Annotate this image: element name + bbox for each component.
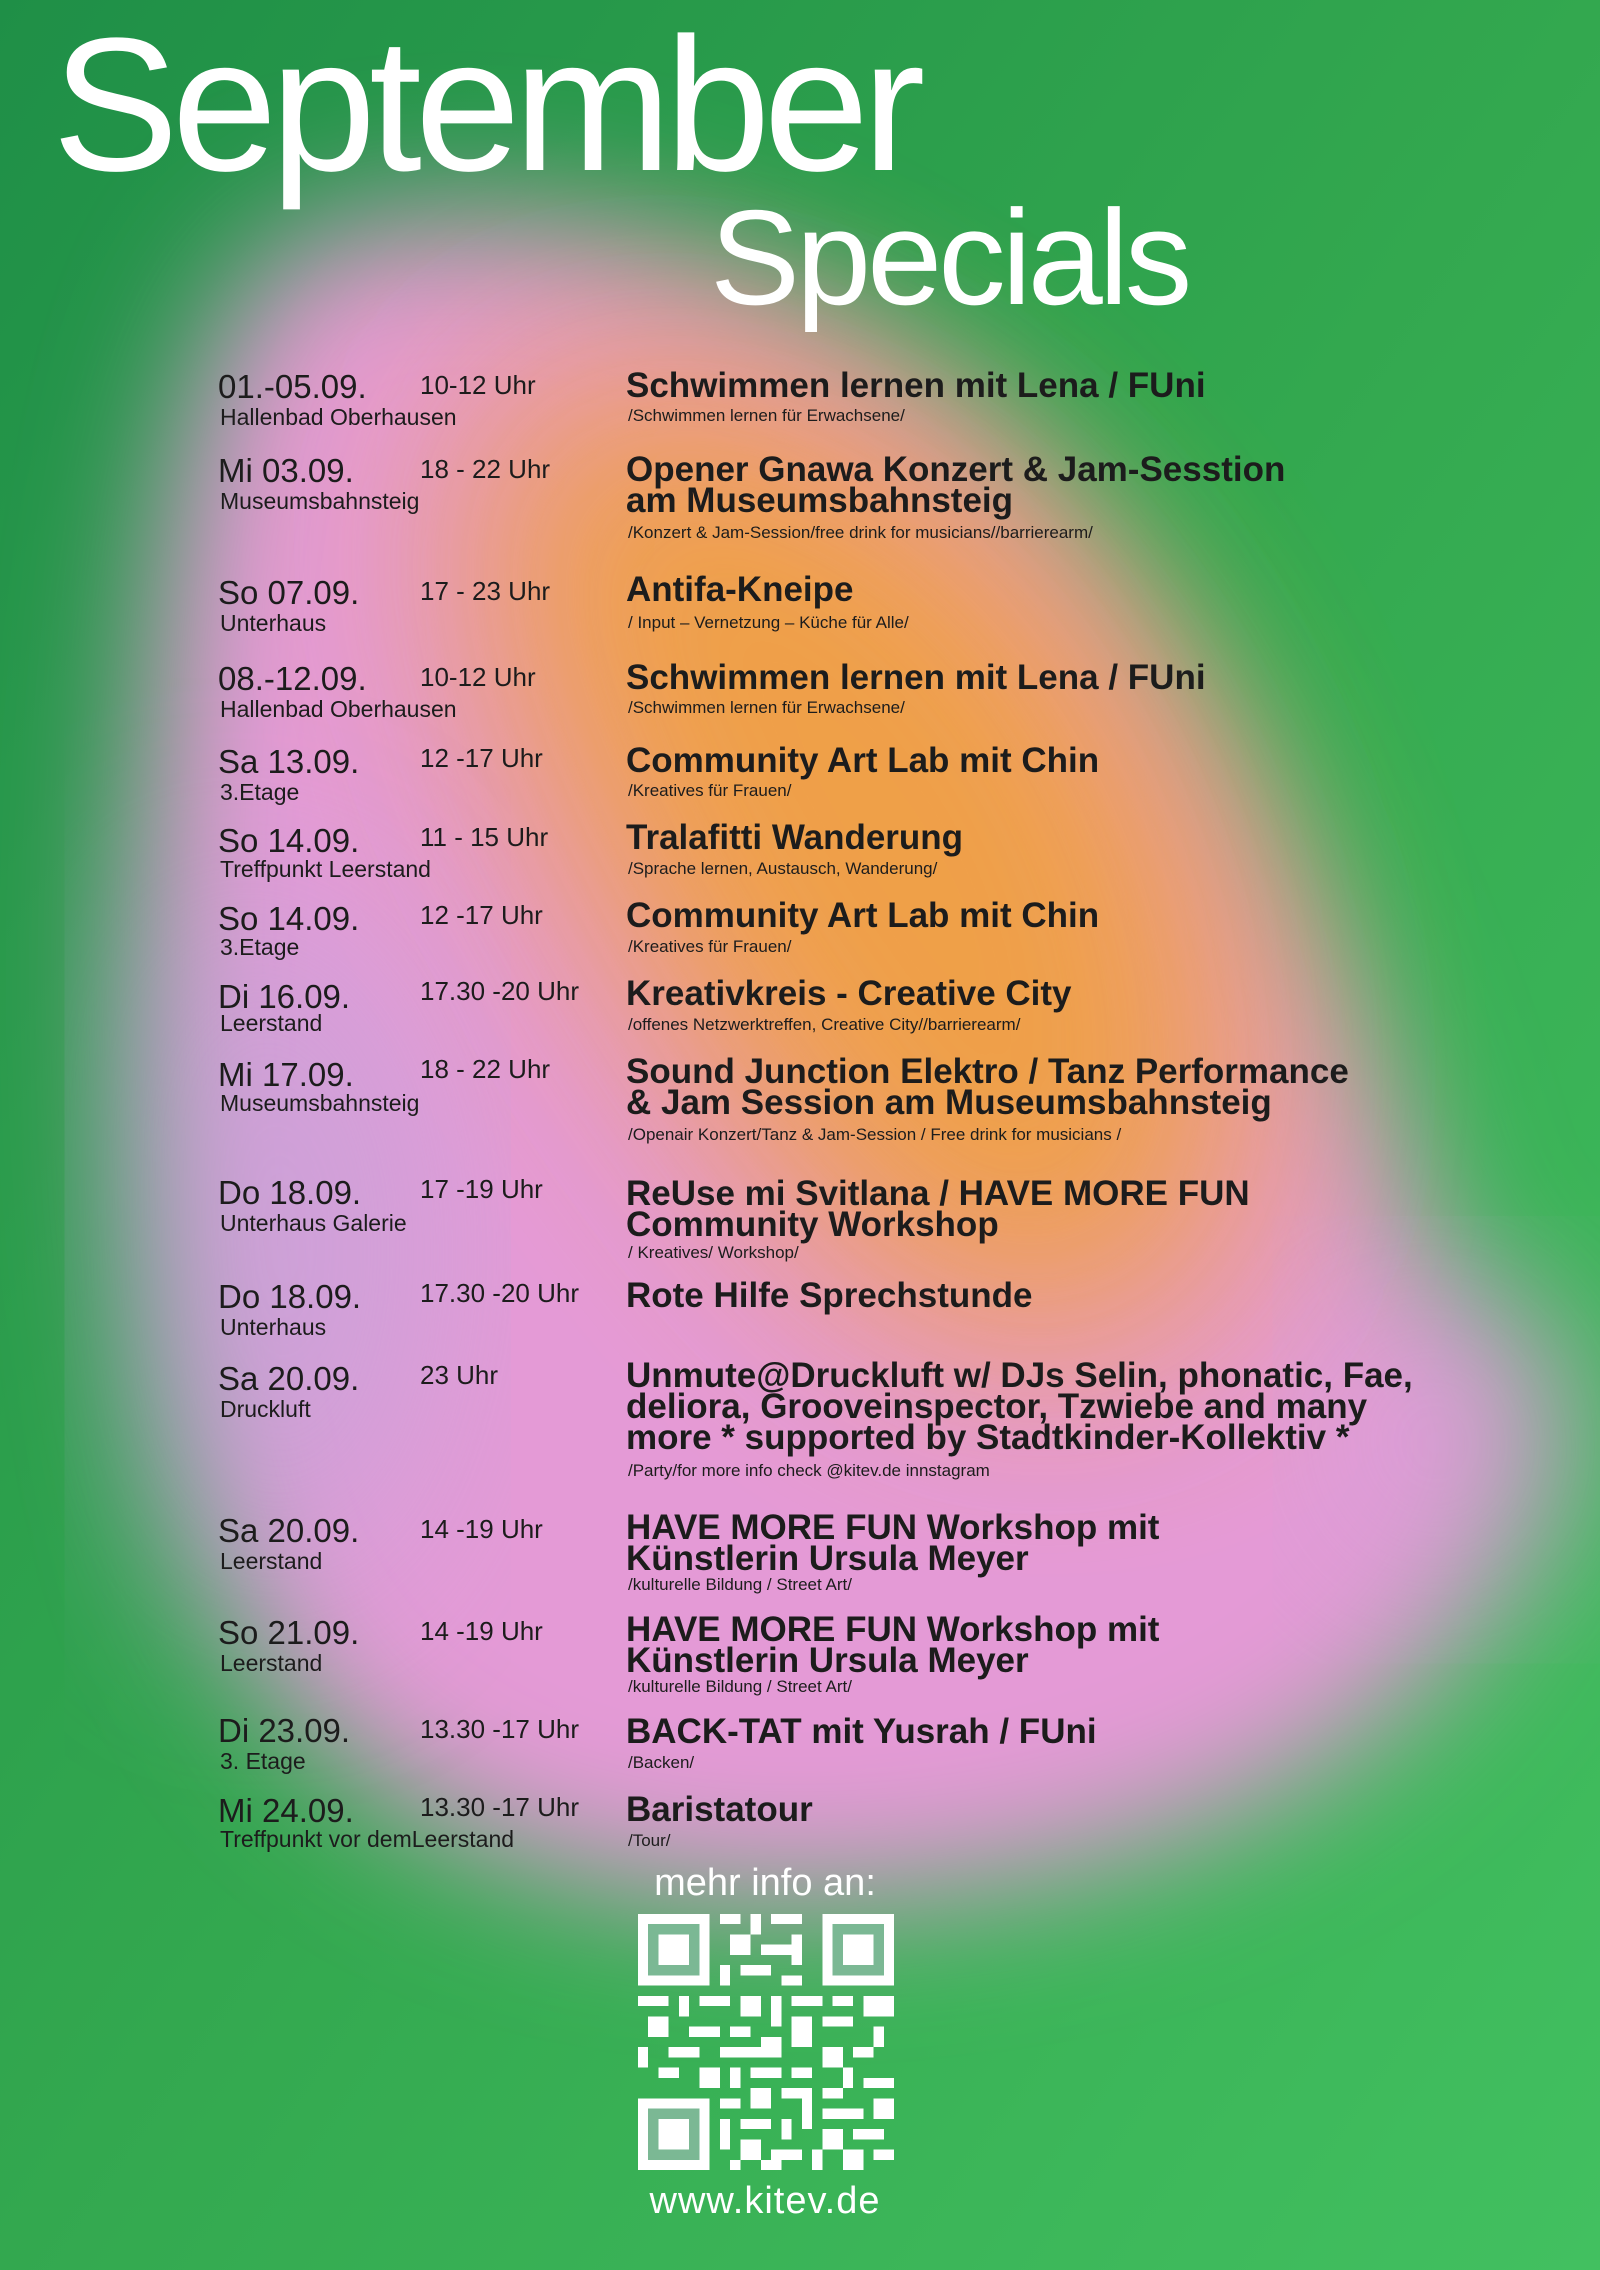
event-title-line: ReUse mi Svitlana / HAVE MORE FUN: [626, 1174, 1250, 1213]
event-title: [626, 1508, 1160, 1578]
event-time: 23 Uhr: [420, 1360, 499, 1390]
event-title-line: Sound Junction Elektro / Tanz Performance: [626, 1052, 1349, 1091]
event-title-line: Baristatour: [626, 1790, 813, 1829]
event-subtitle: /Party/for more info check @kitev.de innstagram: [628, 1461, 990, 1480]
event-title: [626, 1610, 1160, 1680]
event-title-line: HAVE MORE FUN Workshop mit: [626, 1508, 1160, 1547]
event-time: 17 -19 Uhr: [420, 1174, 543, 1204]
event-subtitle: /Kreatives für Frauen/: [628, 781, 792, 800]
event-time: 12 -17 Uhr: [420, 900, 543, 930]
event-date: So 21.09.: [218, 1614, 360, 1651]
event-date: Di 16.09.: [218, 978, 351, 1015]
event-date: 08.-12.09.: [218, 660, 367, 697]
event-title: [626, 658, 1206, 697]
event-title: [626, 1790, 813, 1829]
event-title-line: Antifa-Kneipe: [626, 570, 854, 609]
event-title-line: deliora, Grooveinspector, Tzwiebe and many: [626, 1387, 1368, 1426]
event-title: [626, 1276, 1033, 1315]
event-title-line: Künstlerin Ursula Meyer: [626, 1539, 1029, 1578]
event-time: 13.30 -17 Uhr: [420, 1792, 579, 1822]
event-subtitle: /kulturelle Bildung / Street Art/: [628, 1575, 852, 1594]
event-title: [626, 974, 1072, 1013]
event-title-line: Rote Hilfe Sprechstunde: [626, 1276, 1033, 1315]
event-location: Unterhaus Galerie: [220, 1210, 407, 1236]
event-title-line: more * supported by Stadtkinder-Kollektiv *: [626, 1418, 1350, 1457]
poster-title-line1: September: [52, 0, 919, 211]
event-date: Mi 03.09.: [218, 452, 354, 489]
event-title: [626, 896, 1100, 935]
event-location: Leerstand: [220, 1650, 323, 1676]
event-title: [626, 1174, 1250, 1244]
event-location: Leerstand: [220, 1010, 323, 1036]
event-title: [626, 818, 964, 857]
event-subtitle: /offenes Netzwerktreffen, Creative City//barrierearm/: [628, 1015, 1021, 1034]
event-time: 14 -19 Uhr: [420, 1616, 543, 1646]
event-time: 10-12 Uhr: [420, 370, 536, 400]
event-title-line: Community Art Lab mit Chin: [626, 741, 1100, 780]
event-title-line: am Museumsbahnsteig: [626, 481, 1014, 520]
event-title-line: Schwimmen lernen mit Lena / FUni: [626, 366, 1206, 405]
event-subtitle: /Backen/: [628, 1753, 695, 1772]
event-title-line: Opener Gnawa Konzert & Jam-Sesstion: [626, 450, 1286, 489]
event-title-line: HAVE MORE FUN Workshop mit: [626, 1610, 1160, 1649]
event-title: [626, 450, 1286, 520]
event-location: Druckluft: [220, 1396, 311, 1422]
qr-code-icon[interactable]: [638, 1914, 894, 2170]
event-time: 17.30 -20 Uhr: [420, 1278, 579, 1308]
event-time: 11 - 15 Uhr: [420, 822, 549, 852]
event-subtitle: / Kreatives/ Workshop/: [628, 1243, 799, 1262]
event-location: Treffpunkt Leerstand: [220, 856, 431, 882]
poster-title-line2: Specials: [710, 182, 1189, 333]
event-title-line: Unmute@Druckluft w/ DJs Selin, phonatic, Fae,: [626, 1356, 1413, 1395]
event-title-line: Community Art Lab mit Chin: [626, 896, 1100, 935]
event-title: [626, 1052, 1349, 1122]
event-subtitle: /Schwimmen lernen für Erwachsene/: [628, 698, 905, 717]
event-date: Di 23.09.: [218, 1712, 351, 1749]
event-date: Sa 20.09.: [218, 1360, 360, 1397]
event-date: Mi 17.09.: [218, 1056, 354, 1093]
event-date: Mi 24.09.: [218, 1792, 354, 1829]
event-time: 12 -17 Uhr: [420, 743, 543, 773]
event-location: Unterhaus: [220, 610, 327, 636]
event-title-line: Schwimmen lernen mit Lena / FUni: [626, 658, 1206, 697]
event-subtitle: /Openair Konzert/Tanz & Jam-Session / Free drink for musicians /: [628, 1125, 1122, 1144]
event-subtitle: /Sprache lernen, Austausch, Wanderung/: [628, 859, 938, 878]
event-subtitle: /Konzert & Jam-Session/free drink for musicians//barrierearm/: [628, 523, 1093, 542]
event-title: [626, 1712, 1097, 1751]
event-location: Hallenbad Oberhausen: [220, 404, 457, 430]
event-location: Museumsbahnsteig: [220, 1090, 420, 1116]
event-location: 3.Etage: [220, 934, 300, 960]
event-title-line: Community Workshop: [626, 1205, 999, 1244]
event-location: Treffpunkt vor demLeerstand: [220, 1826, 515, 1852]
event-subtitle: /Kreatives für Frauen/: [628, 937, 792, 956]
event-location: 3.Etage: [220, 779, 300, 805]
event-date: 01.-05.09.: [218, 368, 367, 405]
event-location: Museumsbahnsteig: [220, 488, 420, 514]
event-title: [626, 366, 1206, 405]
event-time: 17.30 -20 Uhr: [420, 976, 579, 1006]
more-info-label: mehr info an:: [654, 1862, 876, 1904]
event-title-line: Tralafitti Wanderung: [626, 818, 964, 857]
event-location: Hallenbad Oberhausen: [220, 696, 457, 722]
event-date: So 14.09.: [218, 900, 360, 937]
event-title-line: Künstlerin Ursula Meyer: [626, 1641, 1029, 1680]
event-date: So 14.09.: [218, 822, 360, 859]
event-title-line: & Jam Session am Museumsbahnsteig: [626, 1083, 1272, 1122]
event-subtitle: /Schwimmen lernen für Erwachsene/: [628, 406, 905, 425]
event-time: 13.30 -17 Uhr: [420, 1714, 579, 1744]
event-location: Leerstand: [220, 1548, 323, 1574]
event-time: 17 - 23 Uhr: [420, 576, 551, 606]
event-subtitle: /Tour/: [628, 1831, 671, 1850]
event-subtitle: /kulturelle Bildung / Street Art/: [628, 1677, 852, 1696]
event-title-line: Kreativkreis - Creative City: [626, 974, 1072, 1013]
event-subtitle: / Input – Vernetzung – Küche für Alle/: [628, 613, 909, 632]
event-title: [626, 1356, 1413, 1457]
website-url[interactable]: www.kitev.de: [649, 2180, 881, 2222]
event-title: [626, 570, 854, 609]
event-date: So 07.09.: [218, 574, 360, 611]
event-date: Do 18.09.: [218, 1174, 362, 1211]
event-time: 14 -19 Uhr: [420, 1514, 543, 1544]
event-date: Sa 20.09.: [218, 1512, 360, 1549]
event-time: 18 - 22 Uhr: [420, 1054, 551, 1084]
event-time: 18 - 22 Uhr: [420, 454, 551, 484]
event-location: 3. Etage: [220, 1748, 306, 1774]
event-date: Do 18.09.: [218, 1278, 362, 1315]
event-date: Sa 13.09.: [218, 743, 360, 780]
event-title: [626, 741, 1100, 780]
event-title-line: BACK-TAT mit Yusrah / FUni: [626, 1712, 1097, 1751]
event-location: Unterhaus: [220, 1314, 327, 1340]
event-time: 10-12 Uhr: [420, 662, 536, 692]
